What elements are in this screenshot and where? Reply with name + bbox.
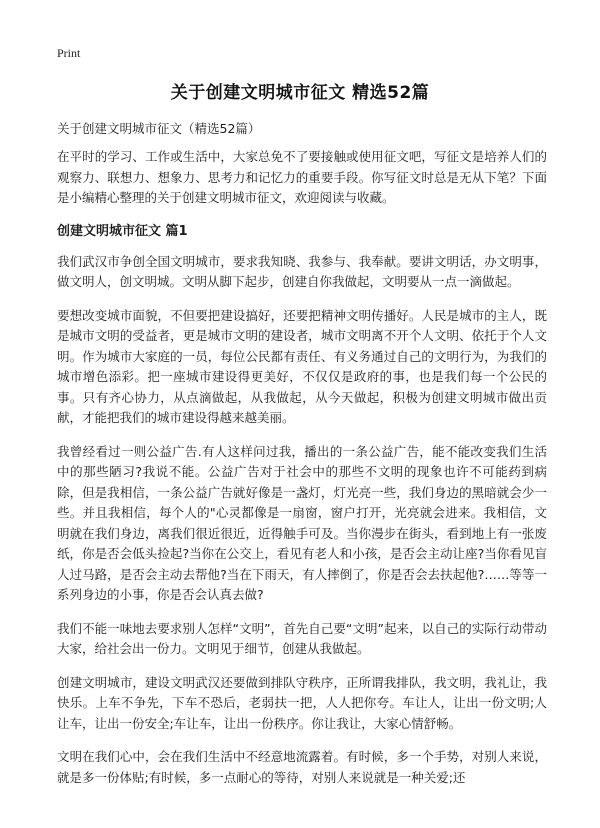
body-paragraph: 创建文明城市，建设文明武汉还要做到排队守秩序，正所谓我排队，我文明，我礼让，我快乐。上车不争先，下车不恐后，老弱扶一把，人人把你夸。车让人，让出一份文明;人让车，让出一份安全;车让车，让出一份秩序。你让我让，大家心情舒畅。 — [57, 674, 547, 731]
body-paragraph: 我们不能一味地去要求别人怎样“文明”，首先自己要“文明”起来，以自己的实际行动带动大家，给社会出一份力。文明见于细节，创建从我做起。 — [57, 620, 547, 656]
body-paragraph: 我曾经看过一则公益广告.有人这样问过我，播出的一条公益广告，能不能改变我们生活中的那些陋习?我说不能。公益广告对于社会中的那些不文明的现象也许不可能药到病除，但是我相信，一条公益广告就好像是一盏灯，灯光亮一些，我们身边的黑暗就会少一些。并且我相信，每个人的"心灵都像是一扇窗，窗户打开，光亮就会进来。我相信，文明就在我们身边，离我们很近很近，近得触手可及。当你漫步在街头，看到地上有一张废纸，你是否会低头捡起?当你在公交上，看见有老人和小孩，是否会主动让座?当你看见盲人过马路，是否会主动去帮他?当在下雨天，有人摔倒了，你是否会去扶起他?……等等一系列身边的小事，你是否会认真去做? — [57, 443, 547, 602]
body-paragraph: 要想改变城市面貌，不但要把建设搞好，还要把精神文明传播好。人民是城市的主人，既是城市文明的受益者，更是城市文明的建设者，城市文明离不开个人文明、依托于个人文明。作为城市大家庭的一员，每位公民都有责任、有义务通过自己的文明行为，为我们的城市增色添彩。把一座城市建设得更美好，不仅仅是政府的事，也是我们每一个公民的事。只有齐心协力，从点滴做起，从我做起，从今天做起，积极为创建文明城市做出贡献，才能把我们的城市建设得越来越美丽。 — [57, 307, 547, 425]
intro-paragraph: 在平时的学习、工作或生活中，大家总免不了要接触或使用征文吧，写征文是培养人们的观察力、联想力、想象力、思考力和记忆力的重要手段。你写征文时总是无从下笔？下面是小编精心整理的关于创建文明城市征文，欢迎阅读与收藏。 — [57, 149, 547, 205]
body-paragraph: 文明在我们心中，会在我们生活中不经意地流露着。有时候，多一个手势，对别人来说，就是多一份体贴;有时候，多一点耐心的等待，对别人来说就是一种关爱;还 — [57, 749, 547, 785]
page-title: 关于创建文明城市征文 精选52篇 — [170, 83, 430, 103]
print-link[interactable]: Print — [57, 46, 81, 60]
body-paragraph: 我们武汉市争创全国文明城市，要求我知晓、我参与、我奉献。要讲文明话，办文明事，做文明人，创文明城。文明从脚下起步，创建自你我做起，文明要从一点一滴做起。 — [57, 253, 547, 289]
document-body — [57, 118, 547, 801]
section-heading: 创建文明城市征文 篇1 — [57, 223, 188, 239]
document-subtitle: 关于创建文明城市征文（精选52篇） — [57, 121, 261, 136]
